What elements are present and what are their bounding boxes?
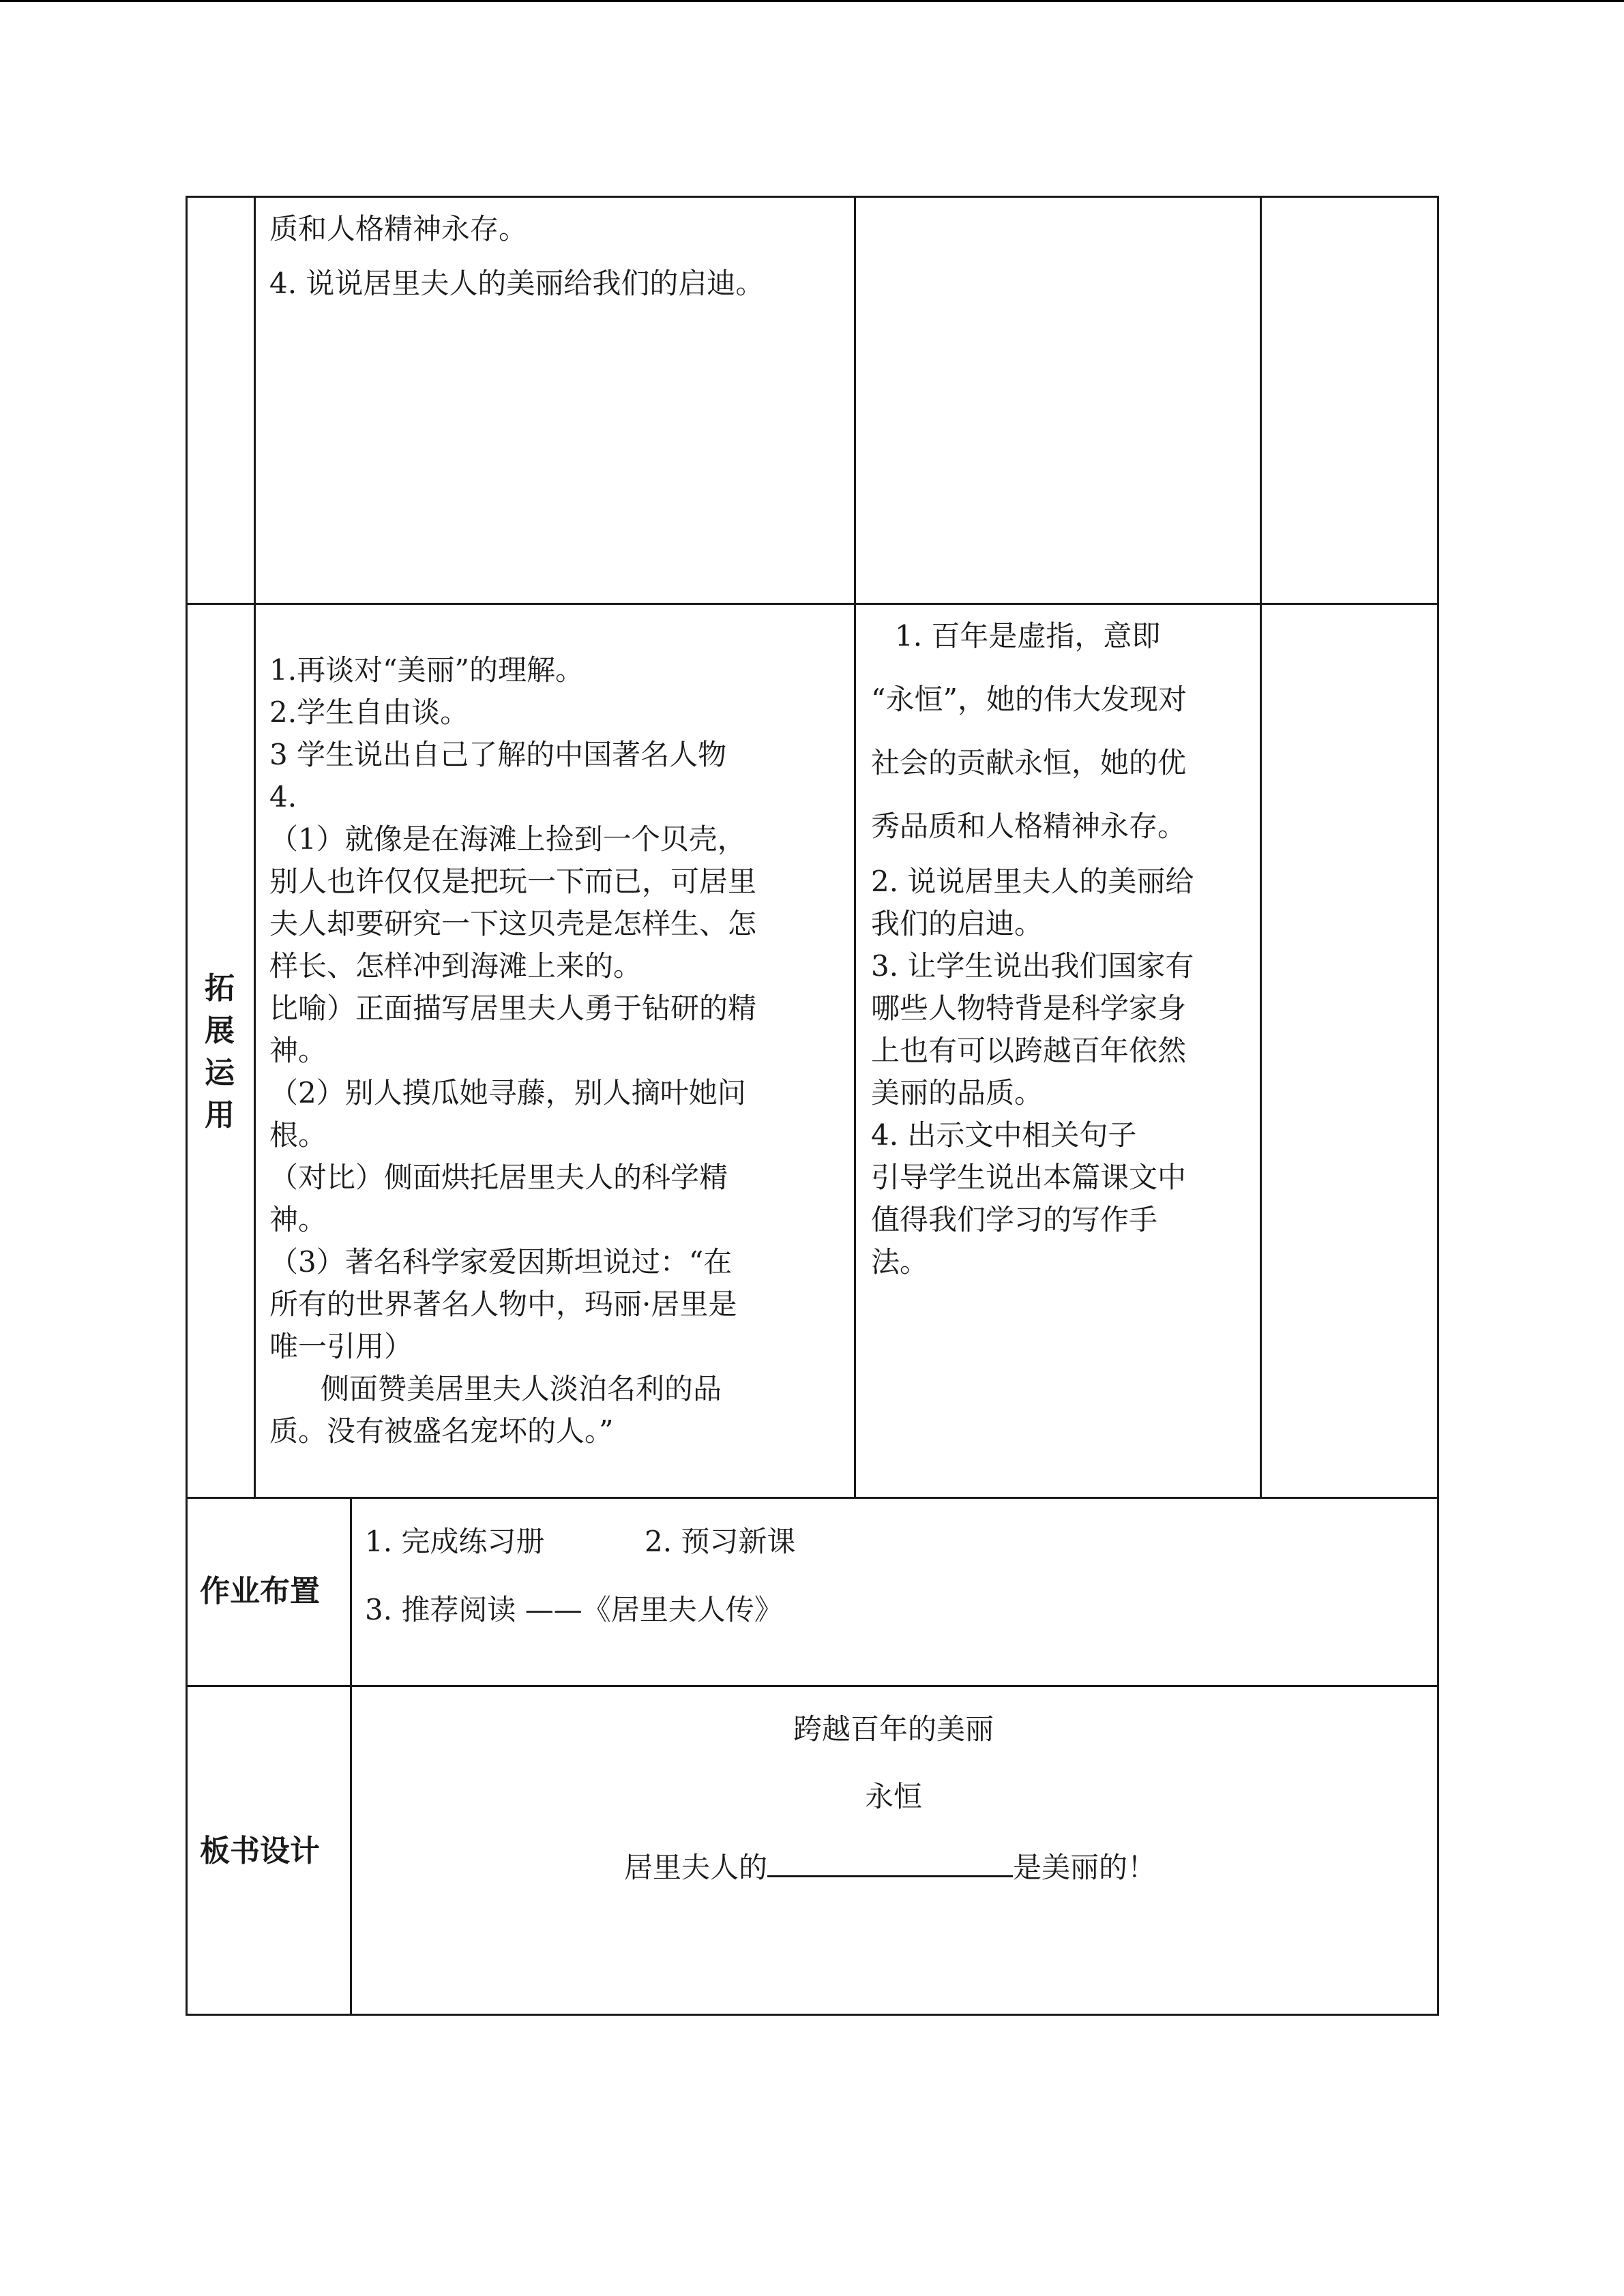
table-border-left	[186, 196, 188, 2016]
content-line: 夫人却要研究一下这贝壳是怎样生、怎	[269, 907, 757, 940]
col-divider-label	[254, 196, 256, 1499]
notes-line: 哪些人物特背是科学家身	[871, 992, 1187, 1025]
content-line: 根。	[269, 1118, 327, 1152]
notes-line: “永恒”，她的伟大发现对	[871, 683, 1187, 716]
notes-line: 社会的贡献永恒，她的优	[871, 746, 1187, 779]
section1-line-2: 4. 说说居里夫人的美丽给我们的启迪。	[269, 267, 765, 300]
content-line: （1）就像是在海滩上捡到一个贝壳，	[269, 822, 746, 856]
row-divider-2	[186, 1497, 1439, 1499]
content-line: 神。	[269, 1034, 327, 1067]
col-divider-content	[854, 196, 856, 1499]
content-line: 质。没有被盛名宠坏的人。”	[269, 1414, 614, 1448]
page-top-border	[0, 0, 1624, 2]
section2-label-char: 展	[205, 1013, 235, 1048]
table-border-right	[1437, 196, 1439, 2016]
section2-label-char: 用	[205, 1098, 235, 1133]
content-line: （2）别人摸瓜她寻藤，别人摘叶她问	[269, 1076, 746, 1109]
notes-line: 秀品质和人格精神永存。	[871, 809, 1187, 843]
board-blank	[767, 1847, 1013, 1877]
content-line: 神。	[269, 1203, 327, 1236]
content-line: 唯一引用）	[269, 1330, 413, 1363]
content-line: 别人也许仅仅是把玩一下而已，可居里	[269, 865, 757, 898]
table-border-bottom	[186, 2014, 1439, 2016]
content-line: 1.再谈对“美丽”的理解。	[269, 653, 585, 687]
board-subtitle: 永恒	[864, 1780, 922, 1813]
notes-line: 1. 百年是虚指，意即	[895, 619, 1161, 653]
notes-line: 引导学生说出本篇课文中	[871, 1161, 1187, 1194]
notes-line: 2. 说说居里夫人的美丽给	[871, 865, 1194, 898]
section1-line-1: 质和人格精神永存。	[269, 212, 528, 245]
table-border-top	[186, 196, 1439, 198]
content-line: 所有的世界著名人物中，玛丽·居里是	[269, 1287, 737, 1321]
notes-line: 上也有可以跨越百年依然	[871, 1034, 1187, 1067]
col-divider-lower-label	[350, 1497, 352, 2016]
content-line: 3 学生说出自己了解的中国著名人物	[269, 738, 727, 771]
content-line: 4.	[269, 780, 297, 814]
homework-item-2: 2. 预习新课	[645, 1525, 796, 1558]
row-divider-1	[186, 603, 1439, 605]
section2-label-char: 拓	[205, 971, 235, 1006]
content-line: （3）著名科学家爱因斯坦说过：“在	[269, 1245, 733, 1279]
notes-line: 美丽的品质。	[871, 1076, 1044, 1109]
content-line: 比喻）正面描写居里夫人勇于钻研的精	[269, 992, 757, 1025]
notes-line: 3. 让学生说出我们国家有	[871, 949, 1194, 983]
section2-label-char: 运	[205, 1056, 235, 1090]
notes-line: 我们的启迪。	[871, 907, 1044, 940]
board-title: 跨越百年的美丽	[793, 1712, 994, 1746]
content-line: 侧面赞美居里夫人淡泊名利的品	[321, 1372, 722, 1405]
homework-item-3: 3. 推荐阅读 ——《居里夫人传》	[365, 1593, 783, 1626]
content-line: 2.学生自由谈。	[269, 696, 469, 729]
notes-line: 法。	[871, 1245, 929, 1279]
board-sentence-prefix: 居里夫人的	[624, 1851, 768, 1884]
notes-line: 值得我们学习的写作手	[871, 1203, 1158, 1236]
board-label: 板书设计	[200, 1834, 320, 1868]
content-line: （对比）侧面烘托居里夫人的科学精	[269, 1161, 728, 1194]
board-sentence	[624, 1847, 1156, 1889]
homework-item-1: 1. 完成练习册	[365, 1525, 545, 1558]
row-divider-3	[186, 1685, 1439, 1687]
notes-line: 4. 出示文中相关句子	[871, 1118, 1137, 1152]
content-line: 样长、怎样冲到海滩上来的。	[269, 949, 643, 983]
col-divider-notes	[1260, 196, 1262, 1499]
board-sentence-suffix: 是美丽的！	[1013, 1851, 1157, 1884]
homework-label: 作业布置	[200, 1574, 320, 1609]
